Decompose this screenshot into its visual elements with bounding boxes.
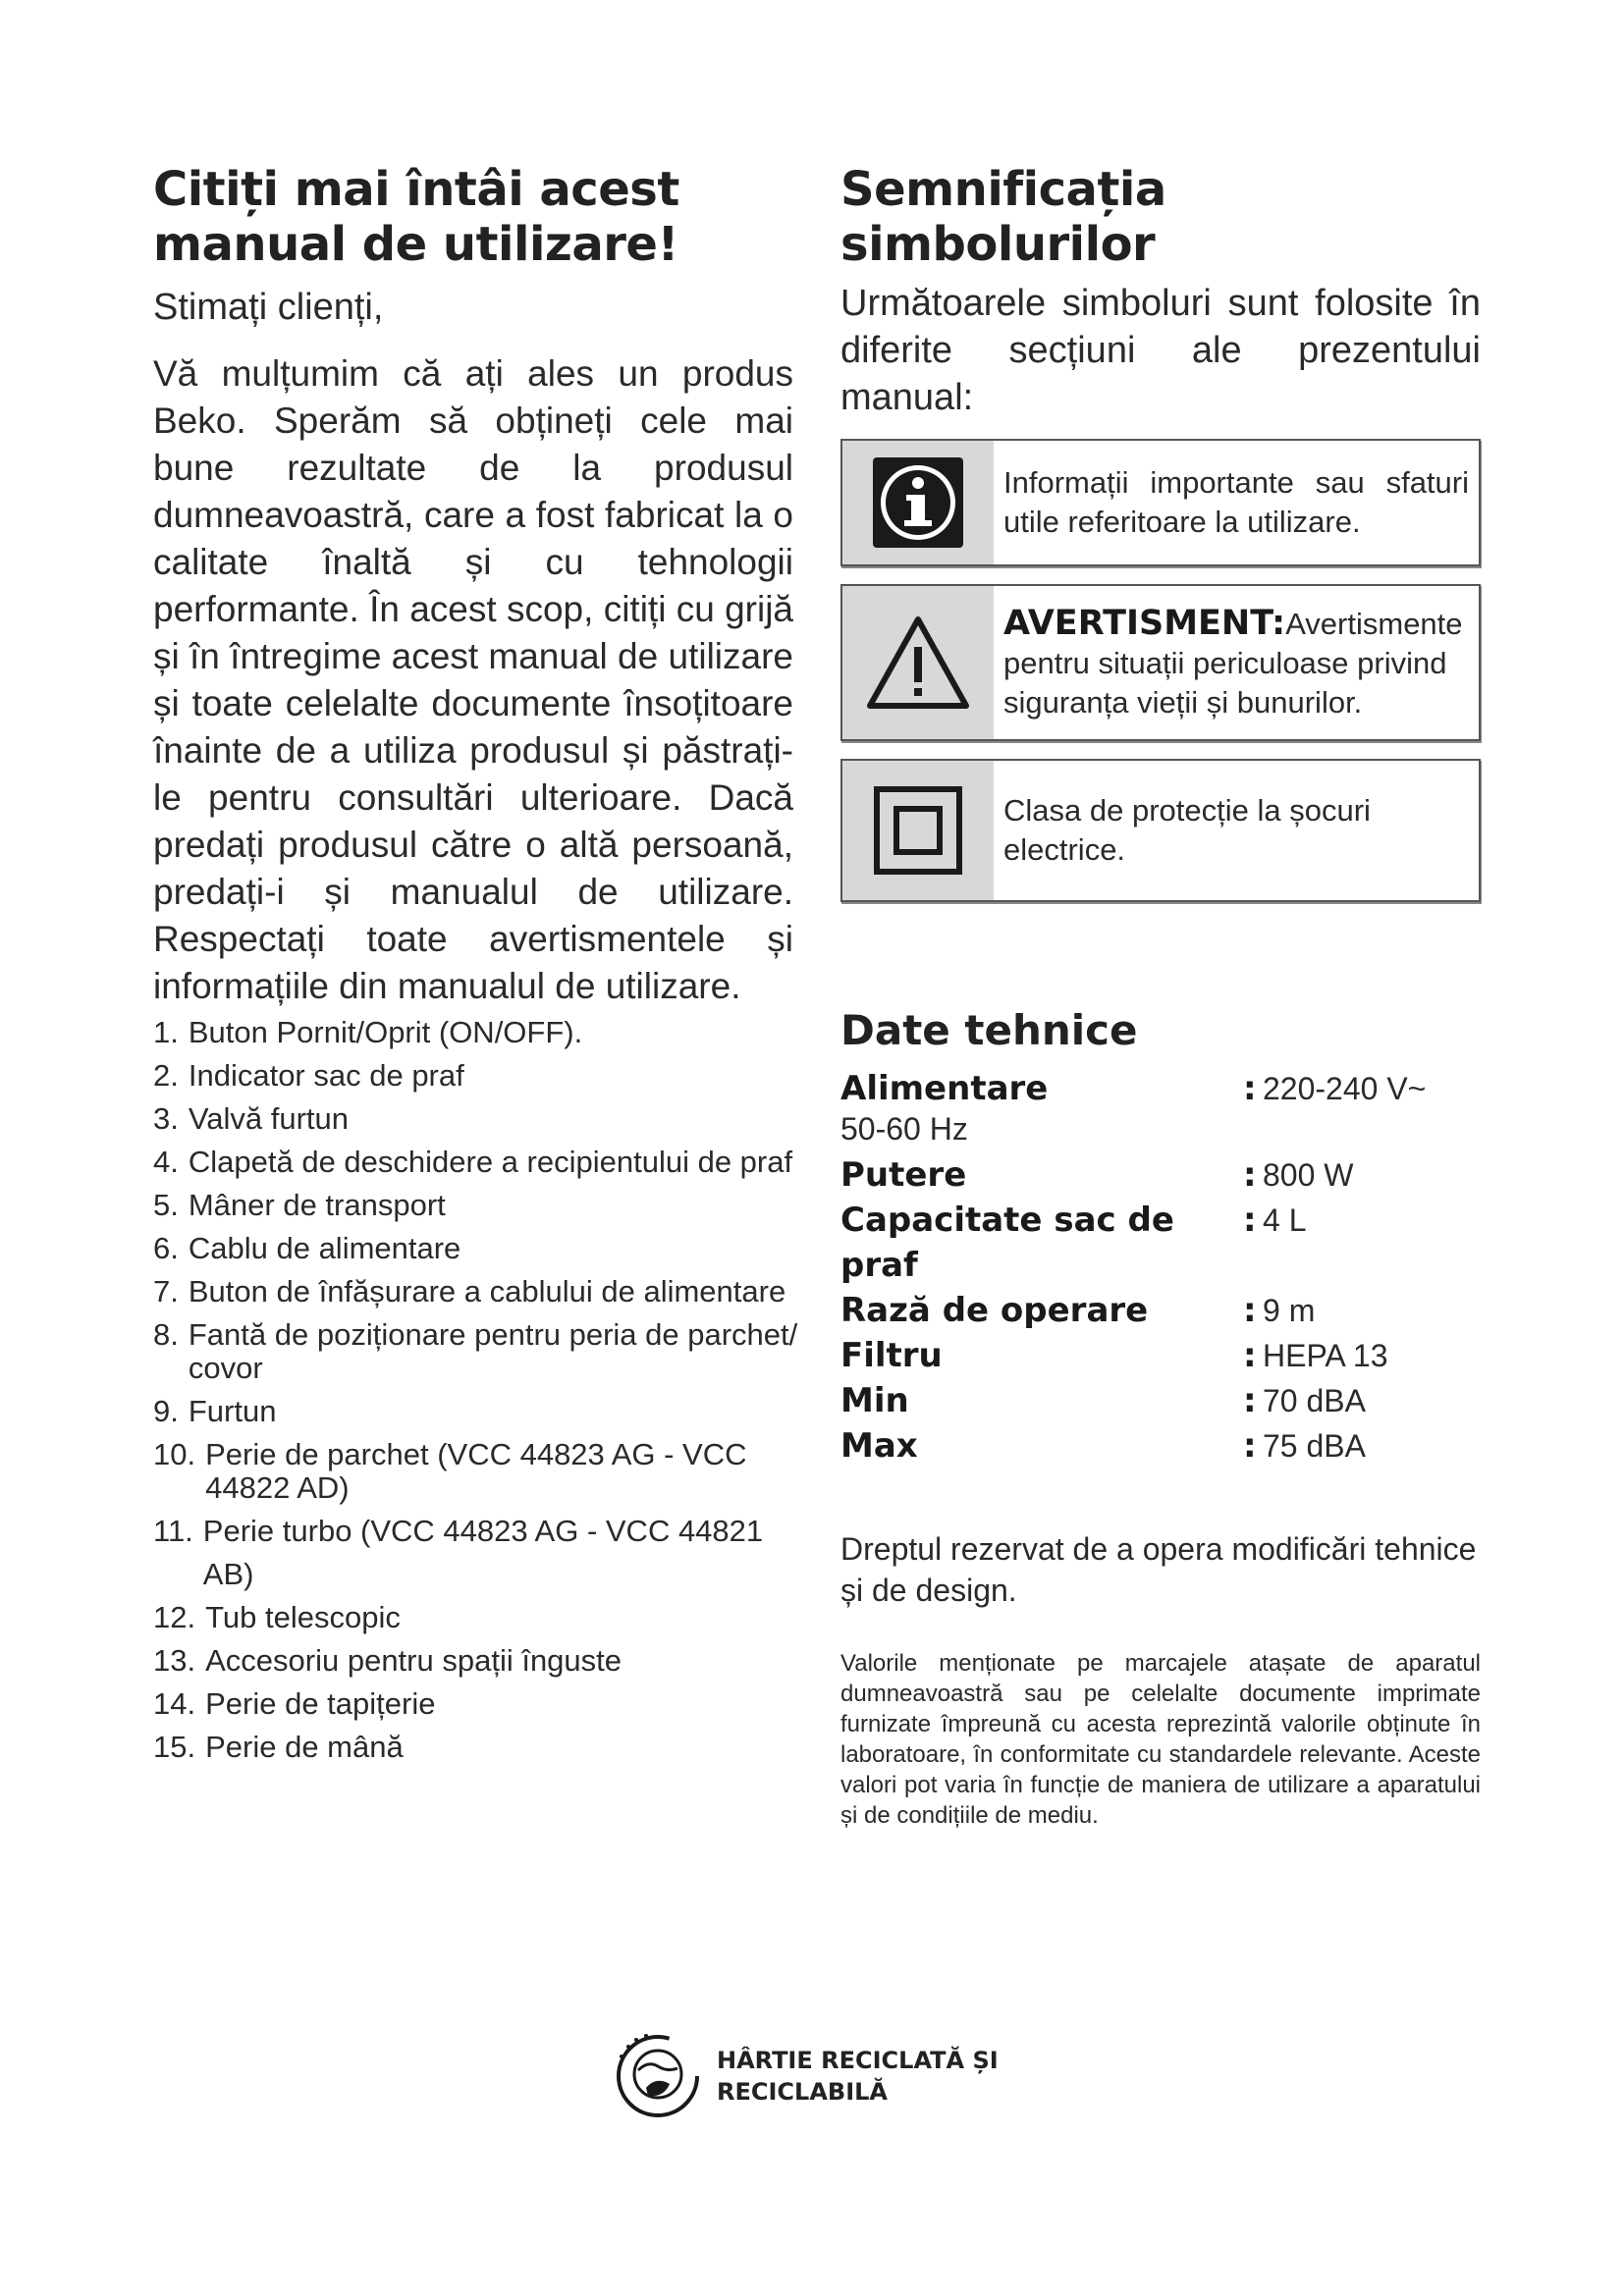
tech-row: Putere : 800 W bbox=[840, 1155, 1354, 1195]
intro-section bbox=[153, 162, 793, 1010]
symbols-section bbox=[840, 162, 1481, 902]
greeting: Stimați clienți, bbox=[153, 287, 384, 328]
list-item: 12. Tub telescopic bbox=[153, 1600, 401, 1634]
double-insulation-icon bbox=[871, 783, 965, 878]
technical-data-title: Date tehnice bbox=[840, 1006, 1138, 1054]
technical-data bbox=[840, 1006, 1481, 1468]
title-line-1: Citiți mai întâi acest bbox=[153, 162, 679, 217]
symbols-subtitle: Următoarele simboluri sunt folosite în diferite secțiuni ale prezentului manual: bbox=[840, 283, 1481, 418]
list-item: 1. Buton Pornit/Oprit (ON/OFF). bbox=[153, 1015, 583, 1049]
symbol-warning-box bbox=[840, 584, 1481, 741]
warning-label: AVERTISMENT: bbox=[1003, 603, 1286, 643]
intro-paragraph: Vă mulțumim că ați ales un produs Beko. Sperăm să obțineți cele mai bune rezultate de la produsul dumneavoastră, care a fost fabricat la o calitate înaltă și cu tehnologii performante. În acest scop, citiți cu grijă și în întregime acest manual de utilizare și toate celelalte documente însoțitoare înainte de a utiliza produsul și păstrați-le pentru consultări ulterioare. Dacă predați produsul către o altă persoană, predați-i și manualul de utilizare. Respectați toate avertismentele și informațiile din manualul de utilizare. bbox=[153, 353, 793, 1006]
tech-row: Max : 75 dBA bbox=[840, 1426, 1366, 1466]
tech-row: Rază de operare : 9 m bbox=[840, 1291, 1316, 1330]
list-item: 7. Buton de înfășurare a cablului de alimentare bbox=[153, 1274, 786, 1308]
symbol-class-text: Clasa de protecție la șocuri electrice. bbox=[1003, 793, 1371, 867]
tech-row: Alimentare : 220-240 V~ bbox=[840, 1069, 1427, 1108]
footer-line-1: HÂRTIE RECICLATĂ ȘI bbox=[717, 2047, 999, 2074]
parts-list bbox=[153, 1011, 801, 1769]
warning-triangle-icon bbox=[864, 614, 972, 712]
symbol-info-text: Informații importante sau sfaturi utile referitoare la utilizare. bbox=[1003, 465, 1469, 539]
footer-line-2: RECICLABILĂ bbox=[717, 2078, 888, 2106]
list-item: 5. Mâner de transport bbox=[153, 1188, 446, 1222]
symbols-title: Semnificația simbolurilor bbox=[840, 162, 1166, 272]
info-icon bbox=[871, 455, 965, 550]
list-item: 2. Indicator sac de praf bbox=[153, 1058, 464, 1093]
disclaimer: Valorile menționate pe marcajele atașate de aparatul dumneavoastră sau pe celelalte documente imprimate furnizate împreună cu acesta reprezintă valorile obținute în laboratoare, în conformitate cu standardele relevante. Aceste valori pot varia în funcție de maniera de utilizare a aparatului și de condițiile de mediu. bbox=[840, 1650, 1481, 1829]
list-item: 9. Furtun bbox=[153, 1394, 277, 1428]
page-title bbox=[153, 162, 793, 272]
list-item: 6. Cablu de alimentare bbox=[153, 1231, 461, 1265]
recycled-paper-icon bbox=[609, 2027, 707, 2125]
list-item: 11. Perie turbo (VCC 44823 AG - VCC 44821 AB) bbox=[153, 1514, 764, 1591]
list-item: 15. Perie de mână bbox=[153, 1730, 404, 1764]
list-item: 3. Valvă furtun bbox=[153, 1101, 349, 1136]
symbol-info-box bbox=[840, 439, 1481, 566]
tech-row-cont: 50-60 Hz bbox=[840, 1111, 968, 1147]
title-line-2: manual de utilizare! bbox=[153, 217, 678, 272]
tech-row: Capacitate sac de praf : 4 L bbox=[840, 1201, 1307, 1285]
tech-row: Filtru : HEPA 13 bbox=[840, 1336, 1388, 1375]
tech-row: Min : 70 dBA bbox=[840, 1381, 1366, 1420]
list-item: 8. Fantă de poziționare pentru peria de parchet/ covor bbox=[153, 1317, 798, 1385]
list-item: 4. Clapetă de deschidere a recipientului de praf bbox=[153, 1145, 793, 1179]
symbol-warning-text: Avertismente pentru situații periculoase privind siguranța vieții și bunurilor. bbox=[1003, 606, 1463, 720]
list-item: 14. Perie de tapițerie bbox=[153, 1686, 436, 1721]
list-item: 10. Perie de parchet (VCC 44823 AG - VCC 44822 AD) bbox=[153, 1437, 747, 1505]
rights-notice: Dreptul rezervat de a opera modificări tehnice și de design. bbox=[840, 1531, 1477, 1608]
list-item: 13. Accesoriu pentru spații înguste bbox=[153, 1643, 623, 1678]
recycled-paper-badge bbox=[609, 2027, 999, 2125]
symbol-class-box bbox=[840, 759, 1481, 902]
